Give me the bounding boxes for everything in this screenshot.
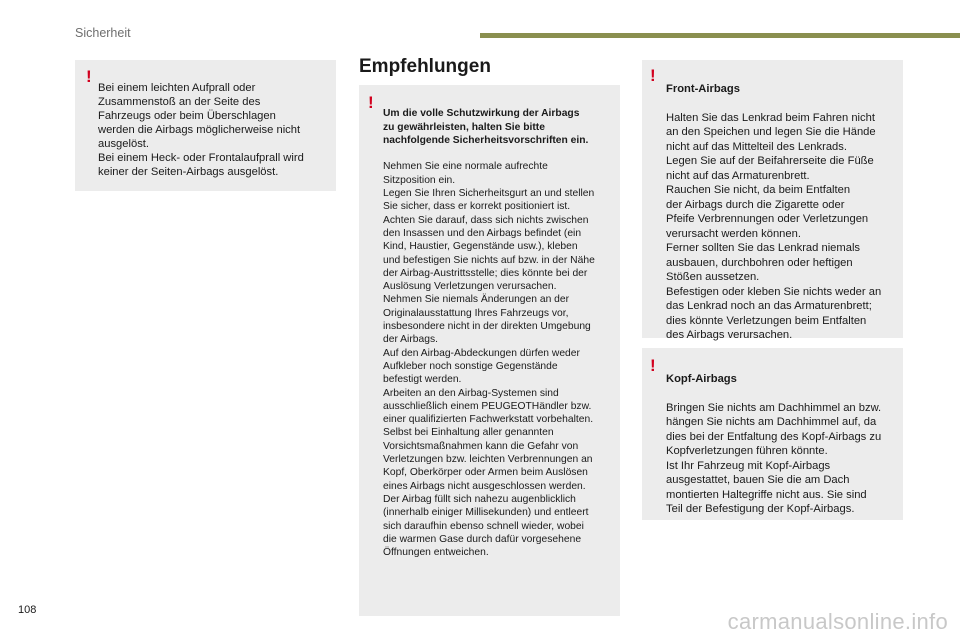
side-airbag-warning-text bbox=[98, 67, 330, 193]
head-airbags-warning-box bbox=[642, 348, 903, 520]
section-accent-bar bbox=[480, 33, 960, 38]
exclamation-icon: ! bbox=[650, 356, 656, 375]
side-airbag-warning-body: Bei einem leichten Aufprall oder Zusammenstoß an der Seite des Fahrzeugs oder beim Überschlagen werden die Airbags möglicherweise nicht ausgelöst. Bei einem Heck- oder Frontalaufprall wird keiner der Seiten-Airbags ausgelöst. bbox=[98, 82, 304, 178]
front-airbags-title: Front-Airbags bbox=[666, 82, 740, 95]
recommendations-title: Um die volle Schutzwirkung der Airbags zu gewährleisten, halten Sie bitte nachfolgende Sicherheitsvorschriften ein. bbox=[383, 108, 589, 146]
exclamation-icon: ! bbox=[650, 66, 656, 85]
watermark: carmanualsonline.info bbox=[727, 609, 948, 634]
front-airbags-body: Halten Sie das Lenkrad beim Fahren nicht an den Speichen und legen Sie die Hände nicht auf das Mittelteil des Lenkrads. Legen Sie auf der Beifahrerseite die Füße nicht auf das Armaturenbrett. Rauchen Sie nicht, da beim Entfalten der Airbags durch die Zigarette oder Pfeife Verbrennungen oder Verletzungen verursacht werden können. Ferner sollten Sie das Lenkrad niemals ausbauen, durchbohren oder heftigen Stößen aussetzen. Befestigen oder kleben Sie nichts weder an das Lenkrad noch an das Armaturenbrett; dies könnte Verletzungen beim Entfalten des Airbags verursachen. bbox=[666, 111, 882, 341]
recommendations-warning-box bbox=[359, 85, 620, 616]
exclamation-icon: ! bbox=[368, 93, 374, 112]
exclamation-icon: ! bbox=[86, 67, 92, 86]
recommendations-body: Nehmen Sie eine normale aufrechte Sitzposition ein. Legen Sie Ihren Sicherheitsgurt an und stellen Sie sicher, dass er korrekt positioniert ist. Achten Sie darauf, dass sich nichts zwischen den Insassen und den Airbags befindet (ein Kind, Haustier, Gegenstände usw.), kleben und befestigen Sie nichts auf bzw. in der Nähe der Airbag-Austrittsstelle; dies könnte bei der Auslösung Verletzungen verursachen. Nehmen Sie niemals Änderungen an der Originalausstattung Ihres Fahrzeugs vor, insbesondere nicht in der direkten Umgebung der Airbags. Auf den Airbag-Abdeckungen dürfen weder Aufkleber noch sonstige Gegenstände befestigt werden. Arbeiten an den Airbag-Systemen sind ausschließlich einem PEUGEOTHändler bzw. einer qualifizierten Fachwerkstatt vorbehalten. Selbst bei Einhaltung aller genannten Vorsichtsmaßnahmen kann die Gefahr von Verletzungen bzw. leichten Verbrennungen an Kopf, Oberkörper oder Armen beim Auslösen eines Airbags nicht ausgeschlossen werden. Der Airbag füllt sich nahezu augenblicklich (innerhalb einiger Millisekunden) und entleert sich daraufhin ebenso schnell wieder, wobei die warmen Gase durch dafür vorgesehene Öffnungen entweichen. bbox=[383, 161, 595, 559]
side-airbag-warning-box bbox=[75, 60, 336, 191]
page-heading: Empfehlungen bbox=[359, 56, 491, 77]
head-airbags-text bbox=[666, 357, 901, 531]
front-airbags-text bbox=[666, 67, 901, 357]
head-airbags-title: Kopf-Airbags bbox=[666, 372, 737, 385]
page-number: 108 bbox=[18, 604, 37, 616]
head-airbags-body: Bringen Sie nichts am Dachhimmel an bzw. hängen Sie nichts am Dachhimmel auf, da dies bei der Entfaltung des Kopf-Airbags zu Kopfverletzungen führen könnte. Ist Ihr Fahrzeug mit Kopf-Airbags ausgestattet, bauen Sie die am Dach montierten Haltegriffe nicht aus. Sie sind Teil der Befestigung der Kopf-Airbags. bbox=[666, 401, 882, 515]
section-label: Sicherheit bbox=[75, 26, 131, 40]
front-airbags-warning-box bbox=[642, 60, 903, 341]
recommendations-text bbox=[383, 94, 617, 573]
